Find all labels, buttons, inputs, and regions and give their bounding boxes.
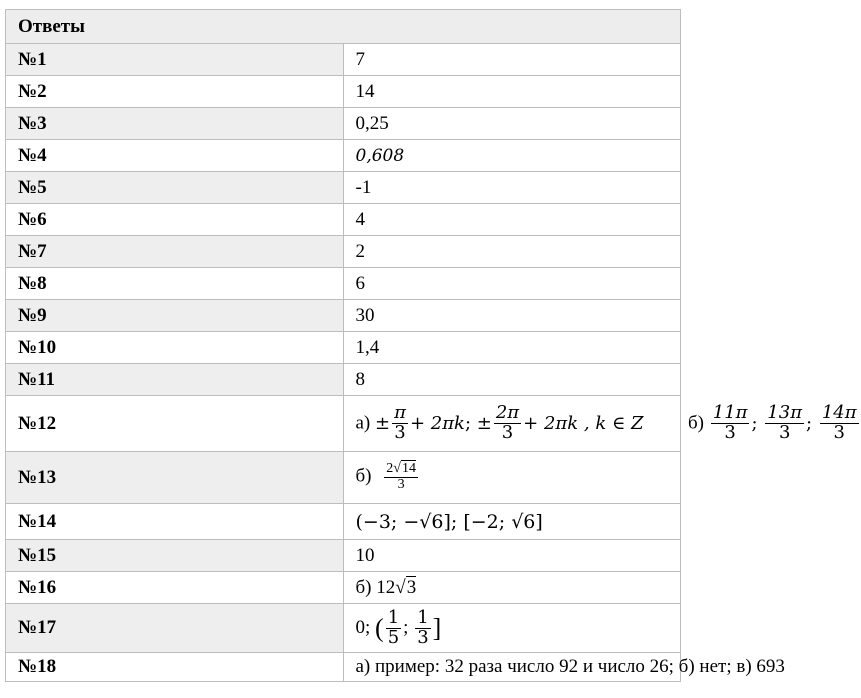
- table-row: [6, 653, 681, 682]
- part-b-label: б): [688, 412, 704, 434]
- denominator: 3: [394, 422, 406, 443]
- math-expression-b: [709, 402, 861, 443]
- coefficient: 2: [386, 461, 394, 477]
- denominator: 3: [397, 477, 405, 492]
- table-row: [6, 76, 681, 108]
- numerator: 13π: [767, 402, 803, 424]
- task-answer: б) 12√3: [343, 572, 681, 604]
- task-answer: 30: [343, 300, 681, 332]
- fraction: [765, 404, 804, 443]
- separator: ;: [806, 412, 813, 434]
- answer-prefix: б) 12: [355, 576, 396, 598]
- task-answer: 6: [343, 268, 681, 300]
- table-row: [6, 268, 681, 300]
- task-answer: 10: [343, 540, 681, 572]
- task-number: №3: [6, 108, 344, 140]
- fraction: [415, 606, 430, 648]
- denominator: 3: [778, 422, 791, 443]
- numerator: 11π: [712, 402, 748, 424]
- part-b-label: б): [355, 465, 372, 487]
- table-row: [6, 364, 681, 396]
- task-number: №1: [6, 44, 344, 76]
- task-number: №6: [6, 204, 344, 236]
- numerator: 2π: [495, 402, 520, 424]
- task-answer: 8: [343, 364, 681, 396]
- task-number: №11: [6, 364, 344, 396]
- fraction: [494, 404, 521, 443]
- task-answer: 14: [343, 76, 681, 108]
- table-row: [6, 44, 681, 76]
- table-title: Ответы: [6, 10, 681, 44]
- table-row: [6, 332, 681, 364]
- table-row: [6, 452, 681, 504]
- table-row: [6, 300, 681, 332]
- plus-minus: ±: [375, 412, 391, 434]
- task-number: №8: [6, 268, 344, 300]
- task-answer: 4: [343, 204, 681, 236]
- answer-italic: 0,608: [355, 145, 405, 166]
- task-number: №17: [6, 604, 344, 653]
- numerator: 1: [387, 606, 400, 628]
- radicand: 14: [401, 461, 416, 477]
- separator: ;: [751, 412, 758, 434]
- task-number: №7: [6, 236, 344, 268]
- table-row: [6, 236, 681, 268]
- task-number: №18: [6, 653, 344, 682]
- answer-prefix: 0;: [355, 616, 371, 638]
- task-number: №5: [6, 172, 344, 204]
- numerator: 14π: [821, 402, 857, 424]
- numerator: 1: [417, 606, 429, 628]
- task-number: №2: [6, 76, 344, 108]
- denominator: 3: [833, 422, 845, 443]
- task-answer: (−3; −√6]; [−2; √6]: [343, 504, 681, 540]
- condition: , k ∈ Z: [583, 412, 644, 434]
- part-a-label: а): [355, 412, 371, 434]
- term: + 2πk: [523, 412, 579, 434]
- task-answer: 0,25: [343, 108, 681, 140]
- denominator: 3: [501, 422, 514, 443]
- fraction: [820, 404, 859, 443]
- task-number: №4: [6, 140, 344, 172]
- task-answer: 2: [343, 236, 681, 268]
- fraction: [711, 404, 750, 443]
- task-answer: 7: [343, 44, 681, 76]
- fraction: [384, 462, 418, 492]
- task-answer: [343, 140, 681, 172]
- task-number: №14: [6, 504, 344, 540]
- denominator: 3: [724, 422, 736, 443]
- task-answer: [343, 452, 681, 504]
- task-answer: -1: [343, 172, 681, 204]
- separator: ;: [464, 412, 472, 434]
- table-row: [6, 504, 681, 540]
- math-expression-a: [375, 402, 649, 443]
- table-row: [6, 172, 681, 204]
- term: + 2πk: [409, 412, 465, 434]
- denominator: 3: [417, 626, 429, 648]
- table-row: [6, 140, 681, 172]
- task-number: №15: [6, 540, 344, 572]
- table-row: [6, 540, 681, 572]
- task-number: №16: [6, 572, 344, 604]
- numerator: π: [394, 402, 406, 424]
- radicand: 3: [406, 576, 417, 598]
- task-number: №13: [6, 452, 344, 504]
- task-answer: 0; ( $\frac{1}{5}$ ; $\frac{1}{3}$ ]: [343, 604, 681, 653]
- denominator: 5: [387, 626, 400, 648]
- fraction: [392, 404, 408, 443]
- fraction: [386, 606, 401, 648]
- table-row: [6, 108, 681, 140]
- task-number: №10: [6, 332, 344, 364]
- table-row: [6, 204, 681, 236]
- table-row: [6, 396, 681, 452]
- task-answer: 1,4: [343, 332, 681, 364]
- numerator: 2√14: [386, 461, 416, 477]
- task-number: №12: [6, 396, 344, 452]
- plus-minus: ±: [476, 412, 492, 434]
- task-answer: а) пример: 32 раза число 92 и число 26; б) нет; в) 693: [343, 653, 681, 682]
- table-row: [6, 572, 681, 604]
- table-row: [6, 604, 681, 653]
- task-number: №9: [6, 300, 344, 332]
